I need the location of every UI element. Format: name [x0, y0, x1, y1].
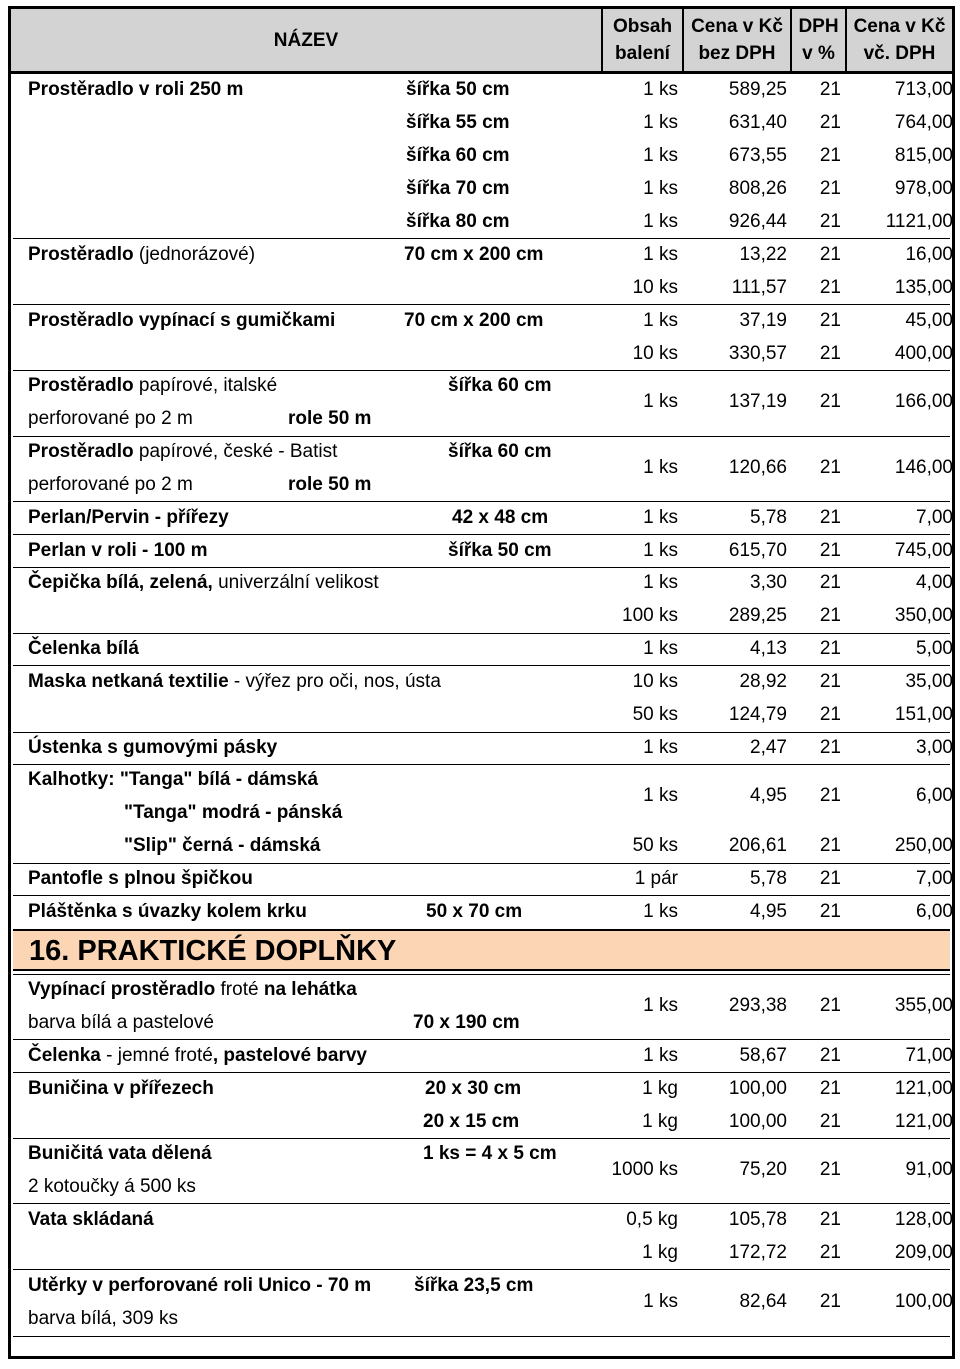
- section-title: 16. PRAKTICKÉ DOPLŇKY: [29, 935, 397, 967]
- item-total: 764,00: [894, 112, 953, 133]
- item-total: 745,00: [894, 540, 953, 561]
- header-name-label: NÁZEV: [273, 29, 339, 51]
- item-size: 70 cm x 200 cm: [404, 244, 544, 265]
- item-price: 293,38: [728, 995, 787, 1016]
- item-price: 100,00: [728, 1111, 787, 1132]
- item-name-bold: Čelenka: [28, 1045, 101, 1066]
- item-size: 50 x 70 cm: [426, 901, 523, 922]
- item-price: 172,72: [728, 1242, 787, 1263]
- item-total: 71,00: [905, 1045, 953, 1066]
- item-total: 250,00: [894, 835, 953, 856]
- item-name-bold: Čepička bílá, zelená,: [28, 572, 213, 593]
- item-total: 350,00: [894, 605, 953, 626]
- item-vat: 21: [819, 457, 841, 478]
- item-vat: 21: [819, 1291, 841, 1312]
- header-vat-line2: v %: [802, 43, 835, 64]
- item-vat: 21: [819, 343, 841, 364]
- row-divider: [13, 895, 950, 896]
- item-price: 3,30: [750, 572, 787, 593]
- item-price: 808,26: [728, 178, 787, 199]
- price-table: [8, 6, 955, 1359]
- item-total: 7,00: [916, 507, 953, 528]
- item-name: [28, 244, 255, 266]
- item-name-bold: Prostěradlo: [28, 375, 134, 396]
- header-pack-line1: Obsah: [612, 16, 673, 37]
- item-vat: 21: [819, 277, 841, 298]
- row-divider: [13, 1336, 950, 1337]
- item-total: 400,00: [894, 343, 953, 364]
- item-total: 713,00: [894, 79, 953, 100]
- item-price: 5,78: [750, 507, 787, 528]
- row-divider: [13, 1269, 950, 1270]
- item-price: 673,55: [728, 145, 787, 166]
- row-divider: [13, 974, 950, 975]
- row-divider: [13, 633, 950, 634]
- item-pack: 1 ks: [643, 391, 678, 412]
- item-pack: 1 ks: [643, 211, 678, 232]
- row-divider: [13, 665, 950, 666]
- item-total: 151,00: [894, 704, 953, 725]
- item-price: 120,66: [728, 457, 787, 478]
- item-pack: 1 ks: [643, 737, 678, 758]
- item-name: Perlan/Pervin - přířezy: [28, 507, 229, 528]
- header-price: [682, 9, 790, 71]
- item-vat: 21: [819, 835, 841, 856]
- item-price: 589,25: [728, 79, 787, 100]
- item-name-bold: Maska netkaná textilie: [28, 671, 229, 692]
- item-price: 2,47: [750, 737, 787, 758]
- item-pack: 1 ks: [643, 572, 678, 593]
- item-total: 815,00: [894, 145, 953, 166]
- item-price: 330,57: [728, 343, 787, 364]
- item-price: 105,78: [728, 1209, 787, 1230]
- item-name: [28, 671, 441, 693]
- item-name: Čelenka bílá: [28, 638, 139, 659]
- item-name-line2: barva bílá, 309 ks: [28, 1308, 178, 1329]
- item-vat: 21: [819, 507, 841, 528]
- item-pack: 1 ks: [643, 310, 678, 331]
- header-price-line2: bez DPH: [698, 43, 776, 64]
- section-heading: [13, 929, 950, 971]
- item-name: [28, 979, 357, 1001]
- header-pack: [601, 9, 682, 71]
- row-divider: [13, 732, 950, 733]
- item-price: 615,70: [728, 540, 787, 561]
- row-divider: [13, 1039, 950, 1040]
- item-vat: 21: [819, 211, 841, 232]
- item-size: šířka 55 cm: [406, 112, 510, 133]
- item-name: [28, 1045, 367, 1067]
- item-price: 206,61: [728, 835, 787, 856]
- item-name: Buničitá vata dělená: [28, 1143, 212, 1164]
- item-total: 5,00: [916, 638, 953, 659]
- item-pack: 1 ks: [643, 1291, 678, 1312]
- item-vat: 21: [819, 1159, 841, 1180]
- item-pack: 10 ks: [632, 277, 678, 298]
- item-pack: 50 ks: [632, 704, 678, 725]
- row-divider: [13, 764, 950, 765]
- item-pack: 1 ks: [643, 901, 678, 922]
- item-pack: 1 ks: [643, 79, 678, 100]
- item-vat: 21: [819, 572, 841, 593]
- item-size: šířka 60 cm: [448, 441, 552, 462]
- item-pack: 1 pár: [634, 868, 678, 889]
- item-total: 146,00: [894, 457, 953, 478]
- item-vat: 21: [819, 310, 841, 331]
- item-vat: 21: [819, 1078, 841, 1099]
- row-divider: [13, 567, 950, 568]
- row-divider: [13, 1203, 950, 1204]
- item-name: [28, 375, 277, 397]
- item-total: 91,00: [905, 1159, 953, 1180]
- item-pack: 1 ks: [643, 507, 678, 528]
- item-total: 7,00: [916, 868, 953, 889]
- item-name-line2: "Tanga" modrá - pánská: [124, 802, 343, 823]
- item-vat: 21: [819, 868, 841, 889]
- item-name: [28, 572, 379, 594]
- item-vat: 21: [819, 995, 841, 1016]
- item-name-line2: barva bílá a pastelové: [28, 1012, 214, 1033]
- item-name-regular: - jemné froté: [100, 1045, 213, 1066]
- header-total-line1: Cena v Kč: [853, 16, 946, 37]
- item-size: 20 x 15 cm: [423, 1111, 520, 1132]
- item-price: 111,57: [731, 277, 787, 298]
- item-pack: 10 ks: [632, 343, 678, 364]
- item-price: 137,19: [728, 391, 787, 412]
- item-size-line2: 70 x 190 cm: [413, 1012, 520, 1033]
- item-total: 978,00: [894, 178, 953, 199]
- item-name-bold-tail: , pastelové barvy: [212, 1045, 368, 1066]
- row-divider: [13, 238, 950, 239]
- item-pack: 1 ks: [643, 1045, 678, 1066]
- item-vat: 21: [819, 1111, 841, 1132]
- row-divider: [13, 534, 950, 535]
- item-pack: 1 ks: [643, 457, 678, 478]
- item-vat: 21: [819, 1242, 841, 1263]
- item-pack: 1 ks: [643, 540, 678, 561]
- item-total: 166,00: [894, 391, 953, 412]
- item-price: 631,40: [728, 112, 787, 133]
- header-vat-line1: DPH: [798, 16, 839, 37]
- item-name: Kalhotky: "Tanga" bílá - dámská: [28, 769, 319, 790]
- item-name: Prostěradlo vypínací s gumičkami: [28, 310, 336, 331]
- item-price: 926,44: [728, 211, 787, 232]
- item-pack: 1 ks: [643, 178, 678, 199]
- item-name: Pláštěnka s úvazky kolem krku: [28, 901, 307, 922]
- item-size: 20 x 30 cm: [425, 1078, 522, 1099]
- item-name-regular: froté: [215, 979, 259, 1000]
- item-price: 28,92: [739, 671, 787, 692]
- item-vat: 21: [819, 671, 841, 692]
- item-name-bold-tail: na lehátka: [258, 979, 357, 1000]
- item-total: 45,00: [905, 310, 953, 331]
- item-vat: 21: [819, 244, 841, 265]
- item-size: 1 ks = 4 x 5 cm: [423, 1143, 557, 1164]
- item-name-bold: Prostěradlo: [28, 441, 134, 462]
- row-divider: [13, 370, 950, 371]
- item-total: 355,00: [894, 995, 953, 1016]
- item-name: [28, 441, 337, 463]
- row-divider: [13, 1072, 950, 1073]
- item-total: 6,00: [916, 901, 953, 922]
- item-name: Utěrky v perforované roli Unico - 70 m: [28, 1275, 372, 1296]
- item-vat: 21: [819, 901, 841, 922]
- item-name-line2: perforované po 2 m: [28, 408, 193, 429]
- item-vat: 21: [819, 605, 841, 626]
- item-vat: 21: [819, 145, 841, 166]
- item-price: 58,67: [739, 1045, 787, 1066]
- item-name-line2: 2 kotoučky á 500 ks: [28, 1176, 196, 1197]
- item-price: 82,64: [739, 1291, 787, 1312]
- item-total: 209,00: [894, 1242, 953, 1263]
- item-name: Pantofle s plnou špičkou: [28, 868, 253, 889]
- item-pack: 100 ks: [622, 605, 678, 626]
- item-size: šířka 60 cm: [406, 145, 510, 166]
- item-size: šířka 60 cm: [448, 375, 552, 396]
- row-divider: [13, 1138, 950, 1139]
- item-pack: 1 ks: [643, 145, 678, 166]
- item-name: Buničina v přířezech: [28, 1078, 214, 1099]
- item-vat: 21: [819, 1209, 841, 1230]
- item-name-regular: - výřez pro oči, nos, ústa: [228, 671, 441, 692]
- item-size: šířka 80 cm: [406, 211, 510, 232]
- item-vat: 21: [819, 540, 841, 561]
- header-pack-line2: balení: [615, 43, 670, 64]
- item-vat: 21: [819, 1045, 841, 1066]
- header-vat: [790, 9, 845, 71]
- item-price: 100,00: [728, 1078, 787, 1099]
- item-price: 5,78: [750, 868, 787, 889]
- item-price: 4,13: [750, 638, 787, 659]
- item-pack: 1 ks: [643, 638, 678, 659]
- item-pack: 1000 ks: [611, 1159, 678, 1180]
- item-name-line2: perforované po 2 m: [28, 474, 193, 495]
- header-total-line2: vč. DPH: [863, 43, 936, 64]
- item-price: 13,22: [739, 244, 787, 265]
- item-price: 4,95: [750, 901, 787, 922]
- item-pack: 50 ks: [632, 835, 678, 856]
- item-name: Perlan v roli - 100 m: [28, 540, 208, 561]
- header-name: [11, 9, 601, 71]
- item-name-line3: "Slip" černá - dámská: [124, 835, 321, 856]
- item-total: 135,00: [894, 277, 953, 298]
- item-name-regular: papírové, české - Batist: [133, 441, 338, 462]
- item-price: 124,79: [728, 704, 787, 725]
- item-price: 4,95: [750, 785, 787, 806]
- item-name: Vata skládaná: [28, 1209, 154, 1230]
- item-size: šířka 23,5 cm: [414, 1275, 534, 1296]
- table-header: [11, 9, 952, 74]
- item-pack: 0,5 kg: [626, 1209, 678, 1230]
- item-price: 289,25: [728, 605, 787, 626]
- item-size: šířka 70 cm: [406, 178, 510, 199]
- item-total: 128,00: [894, 1209, 953, 1230]
- item-vat: 21: [819, 704, 841, 725]
- item-total: 4,00: [916, 572, 953, 593]
- row-divider: [13, 304, 950, 305]
- header-total: [845, 9, 952, 71]
- item-name-regular: papírové, italské: [133, 375, 278, 396]
- item-price: 75,20: [739, 1159, 787, 1180]
- item-pack: 1 kg: [642, 1111, 678, 1132]
- row-divider: [13, 863, 950, 864]
- item-name-regular: (jednorázové): [133, 244, 256, 265]
- item-total: 35,00: [905, 671, 953, 692]
- item-name: Ústenka s gumovými pásky: [28, 737, 278, 758]
- item-size-line2: role 50 m: [288, 408, 372, 429]
- item-total: 121,00: [894, 1078, 953, 1099]
- item-price: 37,19: [739, 310, 787, 331]
- item-size: šířka 50 cm: [406, 79, 510, 100]
- item-pack: 1 ks: [643, 244, 678, 265]
- item-size-line2: role 50 m: [288, 474, 372, 495]
- item-total: 1121,00: [885, 211, 953, 232]
- item-vat: 21: [819, 112, 841, 133]
- row-divider: [13, 501, 950, 502]
- item-total: 6,00: [916, 785, 953, 806]
- header-price-line1: Cena v Kč: [691, 16, 783, 37]
- item-total: 3,00: [916, 737, 953, 758]
- item-size: šířka 50 cm: [448, 540, 552, 561]
- item-pack: 10 ks: [632, 671, 678, 692]
- item-total: 100,00: [894, 1291, 953, 1312]
- item-pack: 1 ks: [643, 785, 678, 806]
- item-total: 121,00: [894, 1111, 953, 1132]
- item-vat: 21: [819, 391, 841, 412]
- item-total: 16,00: [905, 244, 953, 265]
- item-size: 42 x 48 cm: [452, 507, 549, 528]
- item-name-regular: univerzální velikost: [212, 572, 379, 593]
- item-vat: 21: [819, 178, 841, 199]
- item-vat: 21: [819, 737, 841, 758]
- item-pack: 1 kg: [642, 1242, 678, 1263]
- item-pack: 1 kg: [642, 1078, 678, 1099]
- item-vat: 21: [819, 638, 841, 659]
- item-name: Prostěradlo v roli 250 m: [28, 79, 244, 100]
- item-vat: 21: [819, 79, 841, 100]
- item-vat: 21: [819, 785, 841, 806]
- item-name-bold: Prostěradlo: [28, 244, 134, 265]
- item-pack: 1 ks: [643, 995, 678, 1016]
- item-size: 70 cm x 200 cm: [404, 310, 544, 331]
- row-divider: [13, 436, 950, 437]
- item-pack: 1 ks: [643, 112, 678, 133]
- item-name-bold: Vypínací prostěradlo: [28, 979, 216, 1000]
